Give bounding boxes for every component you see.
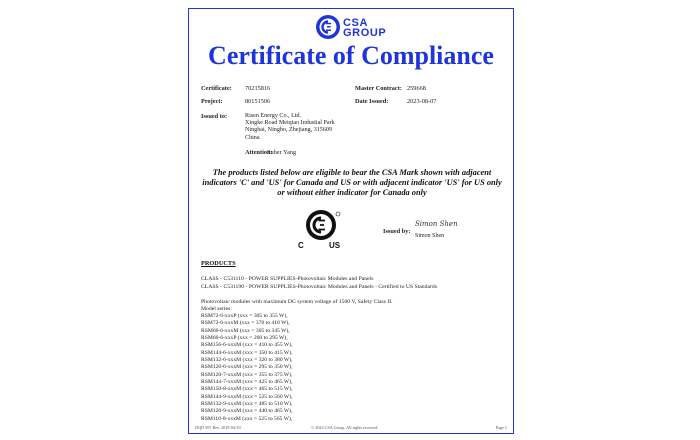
mark-indicator-us: US — [329, 241, 341, 250]
certificate-field — [201, 85, 270, 93]
address-line: Ninghai, Ningbo, Zhejiang, 315609 — [245, 127, 332, 134]
certificate-page — [188, 8, 514, 434]
project-label: Project: — [201, 98, 223, 105]
list-item: RSM120-9-xxxM (xxx = 440 to 465 W), — [201, 408, 293, 415]
attention-field — [245, 149, 296, 157]
date-issued-value: 2023-08-07 — [407, 98, 437, 105]
product-description — [201, 299, 393, 314]
logo-line-2: GROUP — [343, 27, 387, 39]
list-item: RSM156-6-xxxM (xxx = 410 to 455 W), — [201, 342, 293, 349]
master-contract-label: Master Contract: — [355, 85, 402, 92]
csa-certification-mark — [293, 209, 353, 253]
address-line: Risen Energy Co., Ltd. — [245, 113, 302, 119]
list-item: RSM72-6-xxxP (xxx = 305 to 355 W), — [201, 313, 288, 319]
attention-value: Suber Yang — [267, 149, 297, 156]
footer-copyright: © 2023 CSA Group. All rights reserved. — [311, 425, 379, 430]
date-issued-field — [355, 98, 436, 106]
model-list — [201, 313, 292, 423]
address-line: China — [245, 134, 260, 141]
date-issued-label: Date Issued: — [355, 98, 389, 105]
footer-form-id: DQD 507 Rev. 2019-04-30 — [195, 425, 241, 430]
description-text: Photovoltaic modules with maximum DC system voltage of 1500 V, Safety Class II. — [201, 299, 393, 305]
mark-indicator-c: C — [298, 241, 304, 250]
logo-wordmark — [343, 18, 386, 38]
class-line: CLASS - C531190 - POWER SUPPLIES-Photovoltaic Modules and Panels - Certified to US Standards — [201, 283, 437, 290]
list-item: RSM120-7-xxxM (xxx = 355 to 375 W), — [201, 371, 293, 378]
page-title: Certificate of Compliance — [208, 41, 494, 70]
list-item: RSM144-9-xxxM (xxx = 525 to 560 W), — [201, 393, 293, 400]
address-line: Xingke Road Meiqiao Industial Park — [245, 120, 335, 127]
class-line: CLASS - C531110 - POWER SUPPLIES-Photovoltaic Modules and Panels — [201, 276, 374, 282]
list-item: RSM110-8-xxxM (xxx = 525 to 565 W), — [201, 415, 293, 422]
list-item: RSM60-6-xxxP (xxx = 260 to 295 W), — [201, 335, 288, 342]
certificate-value: 70215816 — [245, 85, 271, 92]
signatory-name: Simon Shen — [415, 233, 445, 239]
list-item: RSM120-6-xxxM (xxx = 295 to 350 W), — [201, 364, 293, 371]
list-item: RSM144-7-xxxM (xxx = 425 to 465 W), — [201, 379, 293, 386]
master-contract-field — [355, 85, 426, 93]
eligibility-statement: The products listed below are eligible to bear the CSA Mark shown with adjacent indicators 'C' and 'US' for Canada and US or with adjacent indicator 'US' for US only or without either indicator for Canada only — [202, 168, 502, 198]
model-series-label: Model series: — [201, 306, 232, 313]
csa-group-logo — [315, 14, 395, 42]
product-classes — [201, 276, 437, 291]
project-value: 80151506 — [245, 98, 271, 105]
logo-line-1: CSA — [343, 17, 369, 29]
products-heading: PRODUCTS — [201, 260, 236, 267]
signature: Simon Shen — [415, 220, 458, 228]
issued-to-address — [245, 113, 335, 142]
master-contract-value: 259668 — [407, 85, 426, 92]
list-item: RSM132-9-xxxM (xxx = 485 to 510 W), — [201, 401, 293, 408]
csa-logo-icon — [315, 14, 341, 40]
list-item: RSM72-6-xxxM (xxx = 370 to 410 W), — [201, 320, 290, 327]
footer-page-number: Page 1 — [495, 425, 507, 430]
issued-by-label: Issued by: — [383, 228, 411, 235]
list-item: RSM150-8-xxxM (xxx = 465 to 515 W), — [201, 386, 293, 393]
attention-label: Attention: — [245, 149, 273, 156]
issued-to-label: Issued to: — [201, 113, 228, 120]
project-field — [201, 98, 270, 106]
certificate-label: Certificate: — [201, 85, 232, 92]
list-item: RSM144-6-xxxM (xxx = 350 to 415 W), — [201, 349, 293, 356]
list-item: RSM60-6-xxxM (xxx = 305 to 345 W), — [201, 327, 290, 334]
list-item: RSM132-6-xxxM (xxx = 320 to 380 W), — [201, 357, 293, 364]
